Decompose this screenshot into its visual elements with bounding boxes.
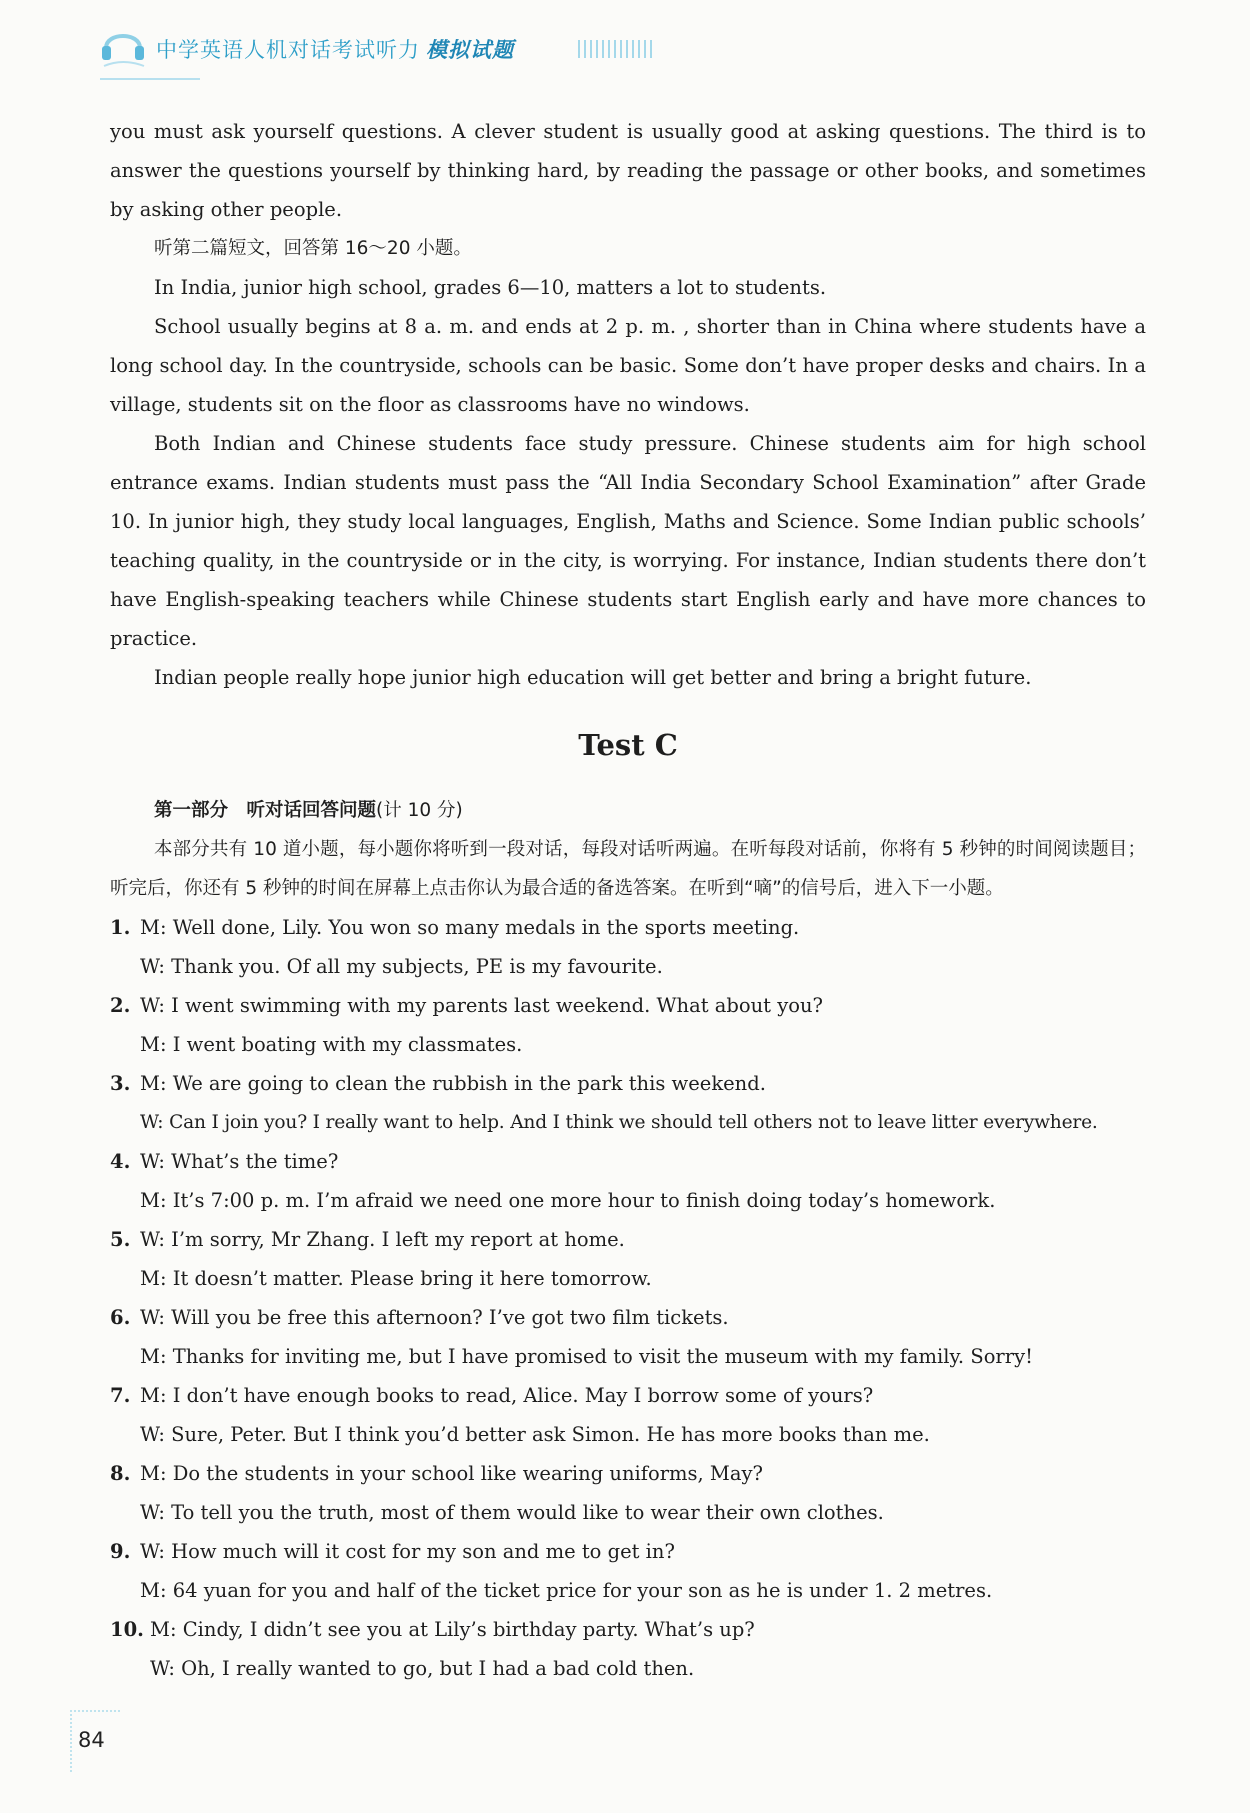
dialogue-line: W: Can I join you? I really want to help. And I think we should tell others not to leave litter everywhere. [140,1112,1098,1133]
dialogue-line: W: Oh, I really wanted to go, but I had a bad cold then. [150,1657,695,1680]
passage-paragraph: you must ask yourself questions. A clever student is usually good at asking questions. The third is to answer the questions yourself by thinking hard, by reading the passage or other books, and sometimes by asking other people. [110,120,1146,221]
dialogue-list [110,908,1146,1688]
passage-paragraph: School usually begins at 8 a. m. and ends at 2 p. m. , shorter than in China where students have a long school day. In the countryside, schools can be basic. Some don’t have proper desks and chairs. In a village, students sit on the floor as classrooms have no windows. [110,315,1146,416]
header-underline [100,78,200,80]
dialogue-line: M: Well done, Lily. You won so many medals in the sports meeting. [140,916,800,939]
dialogue-line: M: We are going to clean the rubbish in the park this weekend. [140,1072,766,1095]
dialogue-line: M: Cindy, I didn’t see you at Lily’s birthday party. What’s up? [150,1618,755,1641]
dialogue-item [110,1610,1146,1688]
dialogue-line: M: It’s 7:00 p. m. I’m afraid we need one more hour to finish doing today’s homework. [140,1189,996,1212]
dialogue-line: W: I’m sorry, Mr Zhang. I left my report at home. [140,1228,625,1251]
page-content [110,112,1146,1688]
dialogue-line: M: I went boating with my classmates. [140,1033,523,1056]
dialogue-line: W: Sure, Peter. But I think you’d better ask Simon. He has more books than me. [140,1423,930,1446]
page-number: 84 [78,1728,105,1752]
section-heading-text: 第一部分 听对话回答问题 [154,800,377,821]
header-decoration [578,40,656,58]
question-number: 10. [110,1618,144,1641]
dialogue-line: W: To tell you the truth, most of them would like to wear their own clothes. [140,1501,884,1524]
question-number: 1. [110,916,131,939]
dialogue-line: M: It doesn’t matter. Please bring it here tomorrow. [140,1267,652,1290]
dialogue-line: M: Do the students in your school like wearing uniforms, May? [140,1462,763,1485]
question-number: 5. [110,1228,131,1251]
question-number: 3. [110,1072,131,1095]
question-number: 2. [110,994,131,1017]
dialogue-item [110,1532,1146,1610]
question-number: 6. [110,1306,131,1329]
dialogue-item [110,1454,1146,1532]
dialogue-item [110,1220,1146,1298]
dialogue-line: W: I went swimming with my parents last weekend. What about you? [140,994,823,1017]
dialogue-item [110,1142,1146,1220]
header-title-emphasis: 模拟试题 [426,38,514,62]
section-score: (计 10 分) [376,800,463,821]
dialogue-line: W: Will you be free this afternoon? I’ve got two film tickets. [140,1306,729,1329]
test-title: Test C [578,728,678,762]
dialogue-item [110,986,1146,1064]
passage-paragraph: Both Indian and Chinese students face study pressure. Chinese students aim for high school entrance exams. Indian students must pass the “All India Secondary School Examination” after Grade 10. In junior high, they study local languages, English, Maths and Science. Some Indian public schools’ teaching quality, in the countryside or in the city, is worrying. For instance, Indian students there don’t have English-speaking teachers while Chinese students start English early and have more chances to practice. [110,432,1146,650]
headphone-logo-icon [100,22,146,68]
passage-paragraph: Indian people really hope junior high education will get better and bring a bright future. [154,666,1032,689]
dialogue-item [110,908,1146,986]
passage2-intro: 听第二篇短文，回答第 16～20 小题。 [154,238,472,259]
dialogue-line: M: I don’t have enough books to read, Alice. May I borrow some of yours? [140,1384,874,1407]
question-number: 8. [110,1462,131,1485]
dialogue-item [110,1376,1146,1454]
dialogue-item [110,1064,1146,1142]
section-instructions: 本部分共有 10 道小题，每小题你将听到一段对话，每段对话听两遍。在听每段对话前，你将有 5 秒钟的时间阅读题目；听完后，你还有 5 秒钟的时间在屏幕上点击你认为最合适的备选答案。在听到“嘀”的信号后，进入下一小题。 [110,839,1146,899]
dialogue-line: M: 64 yuan for you and half of the ticket price for your son as he is under 1. 2 metres. [140,1579,993,1602]
dialogue-line: W: Thank you. Of all my subjects, PE is my favourite. [140,955,663,978]
page-header [100,22,660,72]
header-title-text: 中学英语人机对话考试听力 [156,38,420,62]
passage-paragraph: In India, junior high school, grades 6—10, matters a lot to students. [154,276,827,299]
dialogue-line: W: How much will it cost for my son and me to get in? [140,1540,675,1563]
question-number: 9. [110,1540,131,1563]
dialogue-line: M: Thanks for inviting me, but I have promised to visit the museum with my family. Sorry! [140,1345,1033,1368]
dialogue-item [110,1298,1146,1376]
question-number: 7. [110,1384,131,1407]
header-title [156,34,514,64]
question-number: 4. [110,1150,131,1173]
dialogue-line: W: What’s the time? [140,1150,339,1173]
section-heading [110,791,1146,830]
